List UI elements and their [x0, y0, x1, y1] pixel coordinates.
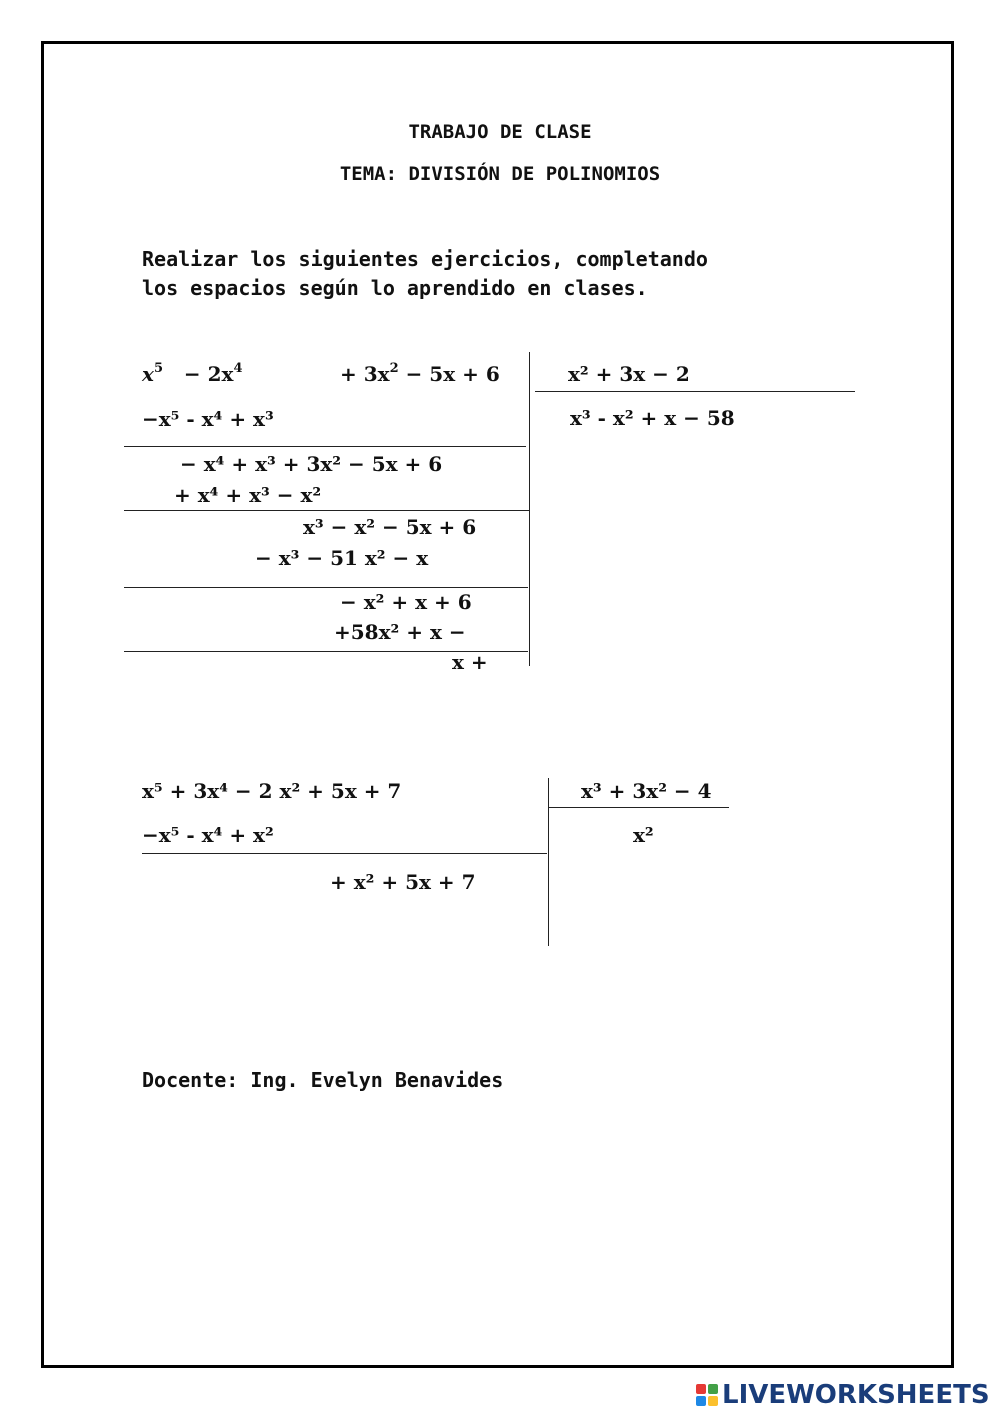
ex1-divisor-line — [535, 391, 855, 392]
ex1-dividend-tail: + $3x^2 - 5x + 6$ — [340, 361, 500, 386]
ex2-divisor: x³ + 3x² − 4 — [581, 779, 712, 803]
ex1-step-line — [124, 510, 530, 511]
ex2-dividend: x⁵ + 3x⁴ − 2 x² + 5x + 7 — [142, 779, 402, 803]
ex2-divisor-line — [549, 807, 729, 808]
ex1-divisor: x² + 3x − 2 — [568, 362, 690, 386]
ex1-quotient: x³ - x² + x − 58 — [570, 406, 735, 430]
ex1-division-bar — [529, 352, 530, 666]
ex1-dividend: $x^5$ − $2x^4$ — [142, 361, 243, 386]
ex1-step-row: + x⁴ + x³ − x² — [174, 483, 322, 507]
ex2-step-row: −x⁵ - x⁴ + x² — [142, 823, 274, 847]
ex1-step-row: x + — [452, 650, 488, 674]
instructions-line-1: Realizar los siguientes ejercicios, completando — [142, 247, 708, 271]
ex1-step-line — [124, 446, 526, 447]
ex1-step-row: − x⁴ + x³ + 3x² − 5x + 6 — [180, 452, 443, 476]
brand-name: LIVEWORKSHEETS — [722, 1380, 990, 1410]
ex1-step-row: +58x² + x − — [334, 620, 466, 644]
teacher-name: Docente: Ing. Evelyn Benavides — [142, 1068, 504, 1092]
liveworksheets-logo-icon — [696, 1384, 718, 1406]
worksheet-title: TRABAJO DE CLASE — [408, 121, 592, 143]
worksheet-border — [41, 41, 954, 1368]
ex2-step-row: + x² + 5x + 7 — [330, 870, 476, 894]
ex2-step-line — [142, 853, 547, 854]
liveworksheets-logo — [696, 1378, 990, 1412]
ex1-step-row: x³ − x² − 5x + 6 — [303, 515, 477, 539]
ex2-division-bar — [548, 778, 549, 946]
worksheet-topic: TEMA: DIVISIÓN DE POLINOMIOS — [339, 163, 661, 185]
ex1-step-row: − x² + x + 6 — [340, 590, 472, 614]
ex1-step-line — [124, 587, 528, 588]
ex1-step-row: −x⁵ - x⁴ + x³ — [142, 407, 274, 431]
instructions-line-2: los espacios según lo aprendido en clases. — [142, 276, 648, 300]
ex1-step-row: − x³ − 51 x² − x — [255, 546, 429, 570]
ex2-quotient: x² — [633, 823, 654, 847]
